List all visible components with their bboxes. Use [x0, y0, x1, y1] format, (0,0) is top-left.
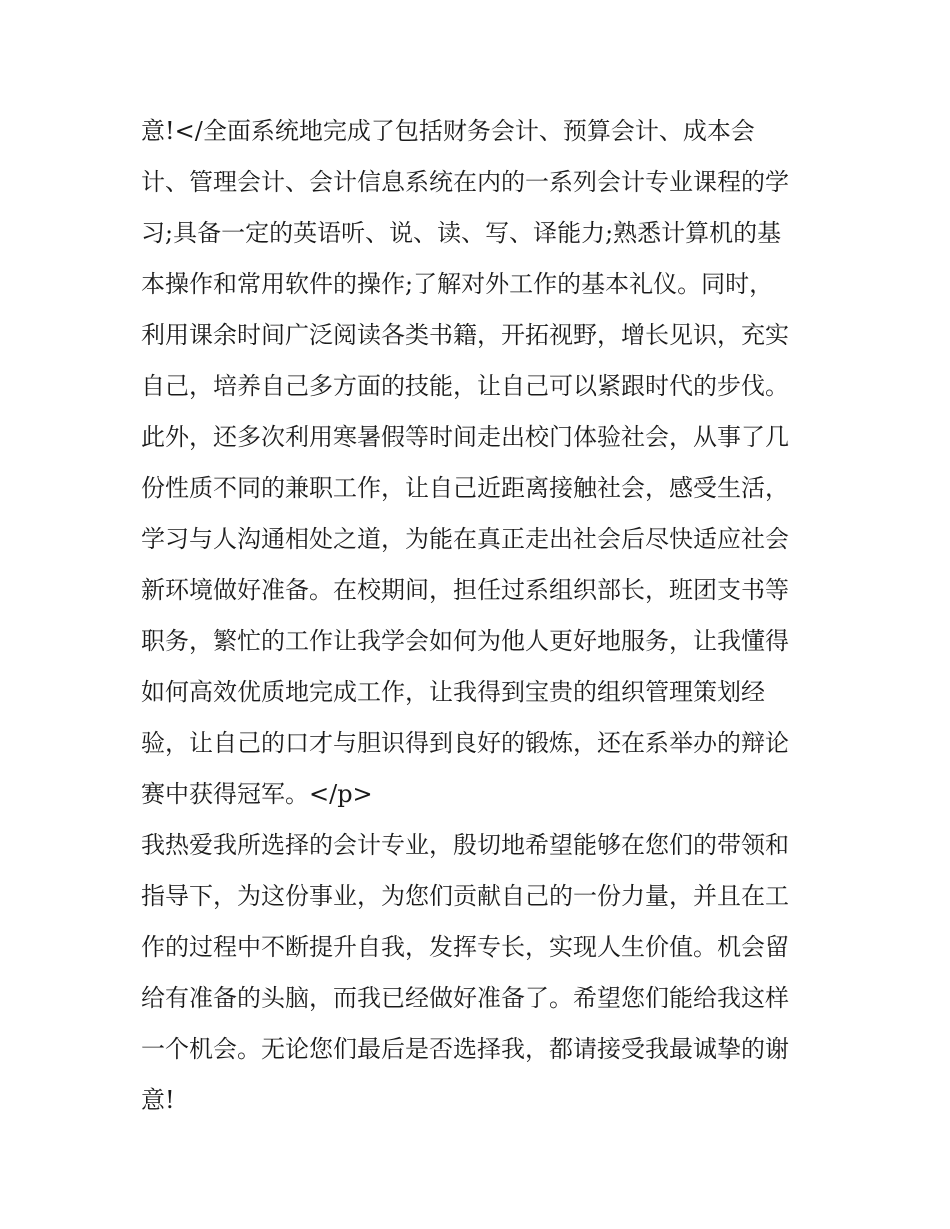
text-line: 验，让自己的口才与胆识得到良好的锻炼，还在系举办的辩论: [141, 729, 789, 757]
text-line: 份性质不同的兼职工作，让自己近距离接触社会，感受生活，: [141, 474, 789, 502]
text-line: 意!: [141, 1086, 175, 1114]
text-line: 此外，还多次利用寒暑假等时间走出校门体验社会，从事了几: [141, 423, 789, 451]
text-line: 计、管理会计、会计信息系统在内的一系列会计专业课程的学: [141, 168, 789, 196]
text-line: 如何高效优质地完成工作，让我得到宝贵的组织管理策划经: [141, 678, 765, 706]
paragraph-1: [141, 106, 817, 820]
document-body: [141, 106, 817, 1126]
text-line: 一个机会。无论您们最后是否选择我，都请接受我最诚挚的谢: [141, 1035, 789, 1063]
text-line: 新环境做好准备。在校期间，担任过系组织部长，班团支书等: [141, 576, 789, 604]
text-line: 给有准备的头脑，而我已经做好准备了。希望您们能给我这样: [141, 984, 789, 1012]
text-line: 职务，繁忙的工作让我学会如何为他人更好地服务，让我懂得: [141, 627, 789, 655]
text-line: 作的过程中不断提升自我，发挥专长，实现人生价值。机会留: [141, 933, 789, 961]
text-line: 自己，培养自己多方面的技能，让自己可以紧跟时代的步伐。: [141, 372, 789, 400]
text-line: 本操作和常用软件的操作;了解对外工作的基本礼仪。同时，: [141, 270, 774, 298]
text-line: 利用课余时间广泛阅读各类书籍，开拓视野，增长见识，充实: [141, 321, 789, 349]
paragraph-2: [141, 820, 817, 1126]
text-line: 意!</全面系统地完成了包括财务会计、预算会计、成本会: [141, 117, 755, 145]
text-line: 我热爱我所选择的会计专业，殷切地希望能够在您们的带领和: [141, 831, 789, 859]
text-line: 学习与人沟通相处之道，为能在真正走出社会后尽快适应社会: [141, 525, 789, 553]
text-line: 习;具备一定的英语听、说、读、写、译能力;熟悉计算机的基: [141, 219, 782, 247]
text-line: 指导下，为这份事业，为您们贡献自己的一份力量，并且在工: [141, 882, 789, 910]
text-line: 赛中获得冠军。</p>: [141, 780, 373, 808]
